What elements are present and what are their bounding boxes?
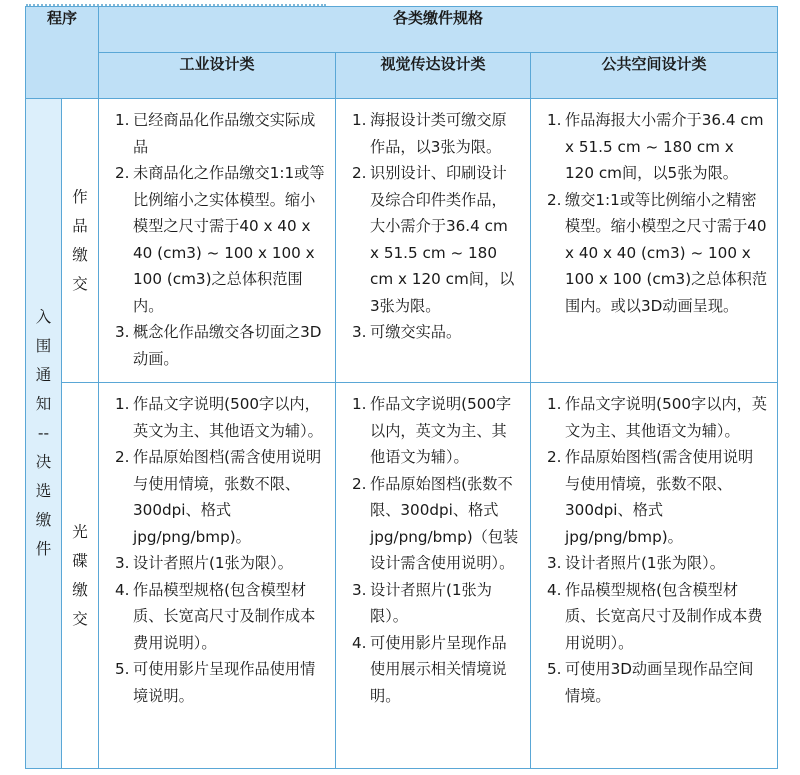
list-item: 2. 作品原始图档(张数不限、300dpi、格式jpg/png/bmp)（包装设计需含使用说明）。 xyxy=(352,474,519,572)
list-item: 5. 可使用影片呈现作品使用情境说明。 xyxy=(115,660,316,705)
row-label-disc-submission: 光 碟 缴 交 xyxy=(62,383,99,769)
procedure-header: 程序 xyxy=(26,7,99,99)
list-item: 1. 作品文字说明(500字以内，英文为主、其他语文为辅）。 xyxy=(115,395,323,440)
cell-industrial-disc xyxy=(99,383,336,769)
list-item: 1. 作品文字说明(500字以内，英文为主、其他语文为辅）。 xyxy=(352,395,512,466)
list-item: 3. 设计者照片(1张为限）。 xyxy=(115,554,293,572)
list-item: 2. 识别设计、印刷设计及综合印件类作品，大小需介于36.4 cm x 51.5 cm ~ 180 cm x 120 cm间，以3张为限。 xyxy=(352,164,515,315)
header-row-1 xyxy=(26,7,778,53)
column-header-visual: 视觉传达设计类 xyxy=(336,53,531,99)
cell-visual-disc xyxy=(336,383,531,769)
list-item: 3. 设计者照片(1张为限）。 xyxy=(352,580,492,625)
table-row xyxy=(26,383,778,769)
list-item: 4. 作品模型规格(包含模型材质、长宽高尺寸及制作成本费用说明）。 xyxy=(115,580,316,652)
list-item: 2. 未商品化之作品缴交1:1或等比例缩小之实体模型。缩小模型之尺寸需于40 x 40 x 40 (cm3) ~ 100 x 100 x 100 (cm3)之总体积范围内。 xyxy=(115,164,325,315)
list-item: 3. 可缴交实品。 xyxy=(352,323,462,341)
spec-group-header: 各类缴件规格 xyxy=(99,7,778,53)
column-header-public-space: 公共空间设计类 xyxy=(531,53,778,99)
list-item: 2. 缴交1:1或等比例缩小之精密模型。缩小模型之尺寸需于40 x 40 x 40 (cm3) ~ 100 x 100 x 100 (cm3)之总体积范围内。或以3D动画呈现。 xyxy=(547,190,768,315)
list-item: 1. 已经商品化作品缴交实际成品 xyxy=(115,111,316,156)
list-item: 4. 可使用影片呈现作品使用展示相关情境说明。 xyxy=(352,633,507,705)
list-item: 2. 作品原始图档(需含使用说明与使用情境，张数不限、300dpi、格式jpg/png/bmp)。 xyxy=(547,448,754,546)
cell-public-space-disc xyxy=(531,383,778,769)
column-header-industrial: 工业设计类 xyxy=(99,53,336,99)
cell-visual-work xyxy=(336,99,531,383)
cell-public-space-work xyxy=(531,99,778,383)
header-row-2 xyxy=(26,53,778,99)
stage-label: 入 围 通 知 -- 决 选 缴 件 xyxy=(35,307,52,558)
list-item: 4. 作品模型规格(包含模型材质、长宽高尺寸及制作成本费用说明）。 xyxy=(547,580,763,652)
list-item: 3. 概念化作品缴交各切面之3D动画。 xyxy=(115,323,322,368)
list-item: 2. 作品原始图档(需含使用说明与使用情境，张数不限、300dpi、格式jpg/png/bmp)。 xyxy=(115,448,322,546)
list-item: 1. 作品文字说明(500字以内，英文为主、其他语文为辅）。 xyxy=(547,395,767,440)
list-item: 3. 设计者照片(1张为限）。 xyxy=(547,554,725,572)
stage-label-cell xyxy=(26,99,62,769)
list-item: 1. 海报设计类可缴交原作品，以3张为限。 xyxy=(352,111,507,156)
submission-spec-table xyxy=(25,6,778,769)
table-row xyxy=(26,99,778,383)
cell-industrial-work xyxy=(99,99,336,383)
row-label-work-submission: 作 品 缴 交 xyxy=(62,99,99,383)
list-item: 1. 作品海报大小需介于36.4 cm x 51.5 cm ~ 180 cm x 120 cm间，以5张为限。 xyxy=(547,111,764,182)
list-item: 5. 可使用3D动画呈现作品空间情境。 xyxy=(547,660,754,705)
